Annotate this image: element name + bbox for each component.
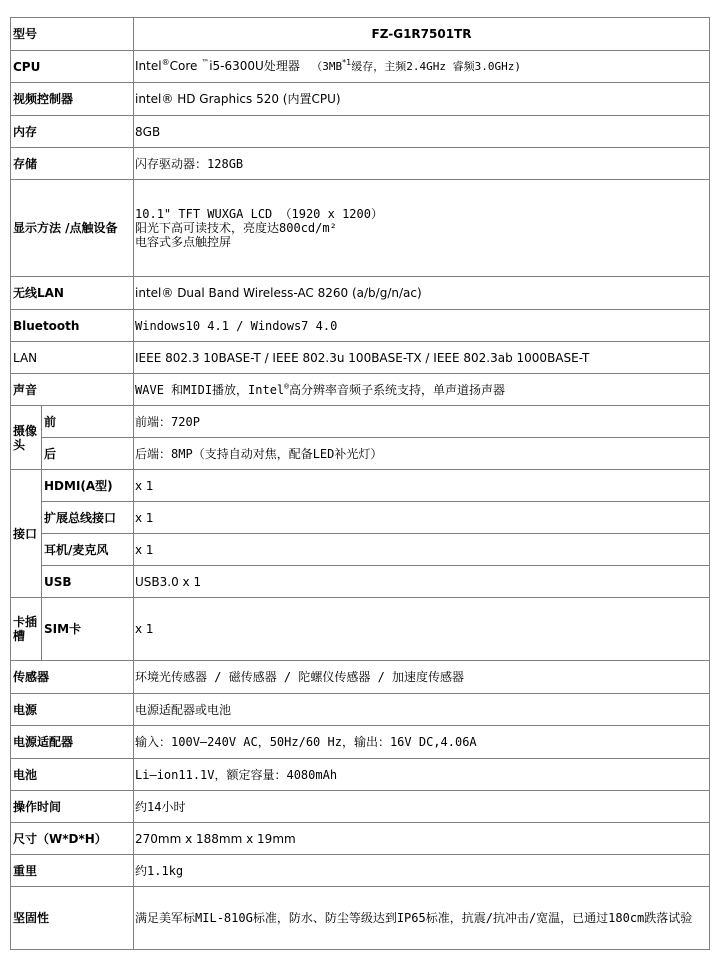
ports-label: 接口 (11, 470, 42, 598)
table-row (11, 566, 710, 598)
cpu-cache-b: 缓存，主频2.4GHz 睿频3.0GHz) (351, 60, 521, 73)
wlan-value: intel® Dual Band Wireless-AC 8260 (a/b/g/n/ac) (134, 277, 710, 310)
display-label: 显示方法 /点触设备 (11, 180, 134, 277)
display-line: 电容式多点触控屏 (135, 235, 232, 249)
table-row (11, 726, 710, 759)
table-row (11, 277, 710, 310)
sound-reg-mark: ® (284, 381, 289, 391)
table-row (11, 180, 710, 277)
model-value: FZ-G1R7501TR (134, 18, 710, 51)
bluetooth-value: Windows10 4.1 / Windows7 4.0 (134, 310, 710, 342)
port-bus-label: 扩展总线接口 (42, 502, 134, 534)
spec-table (10, 17, 710, 950)
battery-label: 电池 (11, 759, 134, 791)
battery-value: Li—ion11.1V，额定容量：4080mAh (134, 759, 710, 791)
cpu-prefix: Intel (135, 59, 162, 73)
lan-label: LAN (11, 342, 134, 374)
table-row (11, 791, 710, 823)
table-row (11, 51, 710, 83)
sim-label: SIM卡 (42, 598, 134, 661)
port-hdmi-value: x 1 (134, 470, 710, 502)
table-row (11, 855, 710, 887)
lan-value: IEEE 802.3 10BASE-T / IEEE 802.3u 100BASE-TX / IEEE 802.3ab 1000BASE-T (134, 342, 710, 374)
table-row (11, 406, 710, 438)
table-row (11, 502, 710, 534)
table-row (11, 598, 710, 661)
cpu-cache-a: （3MB (311, 60, 343, 73)
sound-value-a: WAVE 和MIDI播放，Intel (135, 382, 285, 397)
display-value (134, 180, 710, 277)
camera-label: 摄像头 (11, 406, 42, 470)
adapter-label: 电源适配器 (11, 726, 134, 759)
port-audio-value: x 1 (134, 534, 710, 566)
camera-front-label: 前 (42, 406, 134, 438)
rugged-label: 坚固性 (11, 887, 134, 950)
video-label: 视频控制器 (11, 83, 134, 116)
power-label: 电源 (11, 694, 134, 726)
table-row (11, 374, 710, 406)
table-row (11, 534, 710, 566)
slot-label: 卡插槽 (11, 598, 42, 661)
table-row (11, 310, 710, 342)
size-value: 270mm x 188mm x 19mm (134, 823, 710, 855)
port-hdmi-label: HDMI(A型) (42, 470, 134, 502)
sim-value: x 1 (134, 598, 710, 661)
camera-rear-label: 后 (42, 438, 134, 470)
display-line: 10.1" TFT WUXGA LCD （1920 x 1200） (135, 207, 383, 221)
cpu-reg-mark: ® (161, 58, 170, 67)
runtime-label: 操作时间 (11, 791, 134, 823)
sound-label: 声音 (11, 374, 134, 406)
port-usb-value: USB3.0 x 1 (134, 566, 710, 598)
table-row (11, 18, 710, 51)
port-usb-label: USB (42, 566, 134, 598)
display-line: 阳光下高可读技术，亮度达800cd/m² (135, 221, 337, 235)
port-audio-label: 耳机/麦克风 (42, 534, 134, 566)
sound-value-b: 高分辨率音频子系统支持，单声道扬声器 (289, 382, 506, 397)
rugged-value: 满足美军标MIL-810G标准，防水、防尘等级达到IP65标准，抗震/抗冲击/宽温，已通过180cm跌落试验 (134, 887, 710, 950)
table-row (11, 470, 710, 502)
memory-value: 8GB (134, 116, 710, 148)
wlan-label: 无线LAN (11, 277, 134, 310)
table-row (11, 342, 710, 374)
memory-label: 内存 (11, 116, 134, 148)
storage-label: 存储 (11, 148, 134, 180)
table-row (11, 83, 710, 116)
table-row (11, 823, 710, 855)
port-bus-value: x 1 (134, 502, 710, 534)
sound-value (134, 374, 710, 406)
adapter-value: 输入：100V—240V AC，50Hz/60 Hz，输出：16V DC,4.06A (134, 726, 710, 759)
table-row (11, 148, 710, 180)
cpu-core: Core (169, 59, 198, 73)
cpu-label: CPU (11, 51, 134, 83)
sensors-label: 传感器 (11, 661, 134, 694)
camera-rear-value: 后端：8MP（支持自动对焦，配备LED补光灯） (134, 438, 710, 470)
table-row (11, 694, 710, 726)
bluetooth-label: Bluetooth (11, 310, 134, 342)
sensors-value: 环境光传感器 / 磁传感器 / 陀螺仪传感器 / 加速度传感器 (134, 661, 710, 694)
video-value: intel® HD Graphics 520 (内置CPU) (134, 83, 710, 116)
power-value: 电源适配器或电池 (134, 694, 710, 726)
table-row (11, 759, 710, 791)
cpu-tm-mark: ™ (201, 58, 210, 67)
table-row (11, 661, 710, 694)
cpu-model: i5-6300U处理器 (209, 59, 300, 73)
table-row (11, 438, 710, 470)
weight-label: 重里 (11, 855, 134, 887)
weight-value: 约1.1kg (134, 855, 710, 887)
cpu-value (134, 51, 710, 83)
runtime-value: 约14小时 (134, 791, 710, 823)
size-label: 尺寸（W*D*H） (11, 823, 134, 855)
camera-front-value: 前端：720P (134, 406, 710, 438)
table-row (11, 116, 710, 148)
storage-value: 闪存驱动器：128GB (134, 148, 710, 180)
model-label: 型号 (11, 18, 134, 51)
table-row (11, 887, 710, 950)
cpu-footnote: *1 (342, 58, 352, 67)
